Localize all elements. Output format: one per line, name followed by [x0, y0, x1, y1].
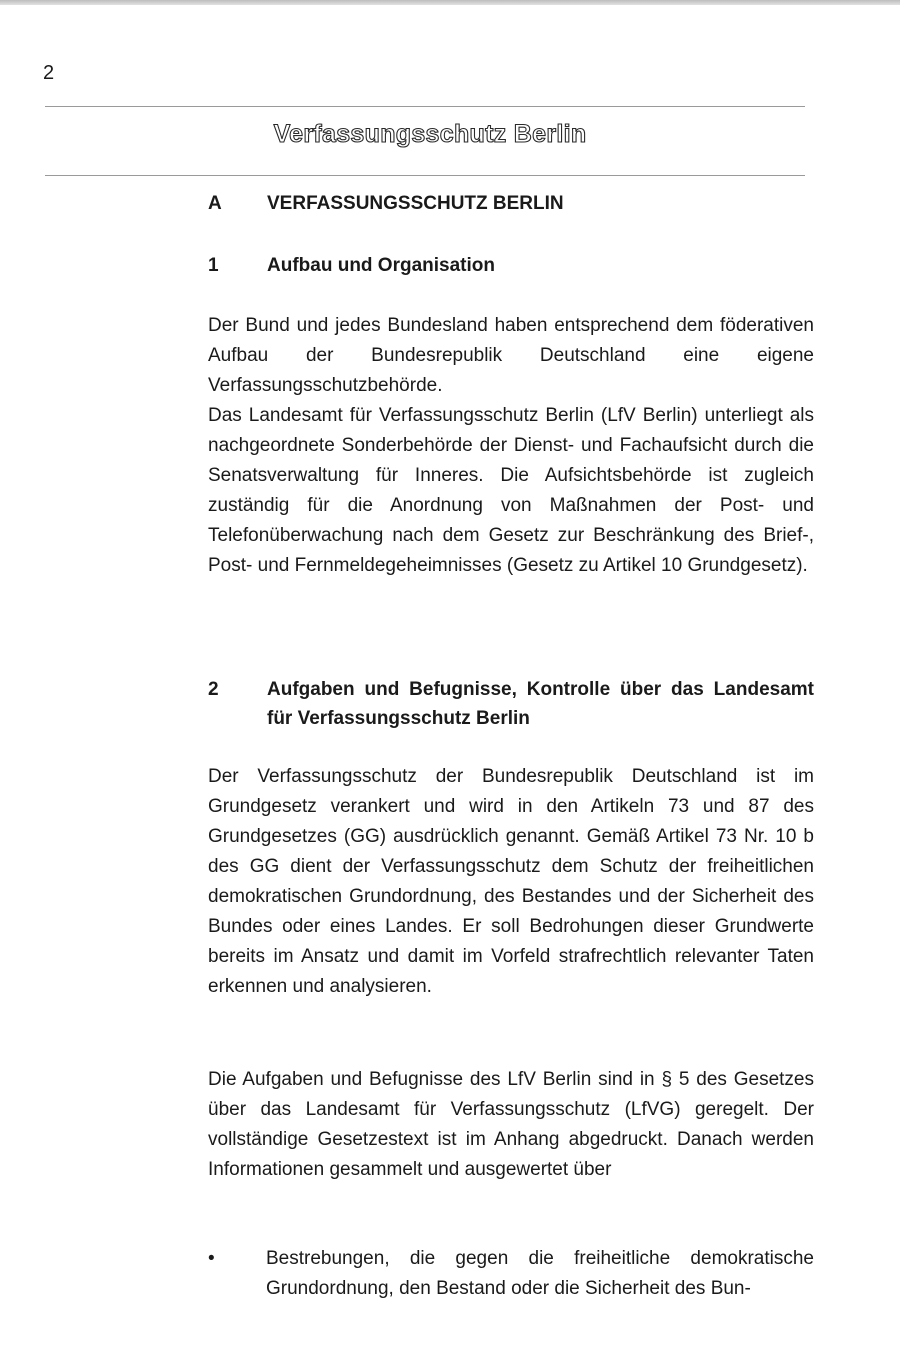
- section-1-paragraph: Der Bund und jedes Bundesland haben entsprechend dem föderativen Aufbau der Bundesrepublik Deutschland eine eigene Verfassungsschutzbehörde.: [208, 315, 814, 396]
- section-2-paragraph: Die Aufgaben und Befugnisse des LfV Berlin sind in § 5 des Gesetzes über das Landesamt für Verfassungsschutz (LfVG) geregelt. Der vollständige Gesetzestext ist im Anhang abgedruckt. Danach werden Informationen gesammelt und ausgewertet über: [208, 1069, 814, 1180]
- running-header: Verfassungsschutz Berlin: [273, 120, 587, 148]
- section-2-paragraph-2: [208, 1065, 814, 1185]
- section-2-heading: [208, 675, 814, 733]
- section-2-number: 2: [208, 679, 219, 700]
- bullet-text: Bestrebungen, die gegen die freiheitliche demokratische Grundordnung, den Bestand oder die Sicherheit des Bun-: [266, 1248, 814, 1299]
- scan-top-edge: [0, 0, 900, 5]
- section-1-body: [208, 311, 814, 581]
- section-2-title: Aufgaben und Befugnisse, Kontrolle über das Landesamt für Verfassungsschutz Berlin: [267, 679, 814, 729]
- section-1-heading: [208, 251, 814, 280]
- section-1-number: 1: [208, 255, 219, 276]
- bullet-item: [208, 1244, 814, 1304]
- section-a-letter: A: [208, 193, 222, 214]
- header-rule-bottom: [45, 175, 805, 176]
- section-1-title: Aufbau und Organisation: [267, 255, 495, 276]
- page-number: 2: [43, 62, 55, 84]
- section-1-paragraph: Das Landesamt für Verfassungsschutz Berlin (LfV Berlin) unterliegt als nachgeordnete Sonderbehörde der Dienst- und Fachaufsicht durch die Senatsverwaltung für Inneres. Die Aufsichtsbehörde ist zugleich zuständig für die Anordnung von Maßnahmen der Post- und Telefonüberwachung nach dem Gesetz zur Beschränkung des Brief-, Post- und Fernmeldegeheimnisses (Gesetz zu Artikel 10 Grundgesetz).: [208, 405, 814, 576]
- section-a-title: VERFASSUNGSSCHUTZ BERLIN: [267, 193, 564, 214]
- section-a-heading: [208, 189, 814, 218]
- section-2-paragraph-1: [208, 762, 814, 1002]
- bullet-dot: •: [208, 1248, 215, 1269]
- section-2-paragraph: Der Verfassungsschutz der Bundesrepublik Deutschland ist im Grundgesetz verankert und wird in den Artikeln 73 und 87 des Grundgesetzes (GG) ausdrücklich genannt. Gemäß Artikel 73 Nr. 10 b des GG dient der Verfassungsschutz dem Schutz der freiheitlichen demokratischen Grundordnung, des Bestandes und der Sicherheit des Bundes oder eines Landes. Er soll Bedrohungen dieser Grundwerte bereits im Ansatz und damit im Vorfeld strafrechtlich relevanter Taten erkennen und analysieren.: [208, 766, 814, 997]
- header-rule-top: [45, 106, 805, 107]
